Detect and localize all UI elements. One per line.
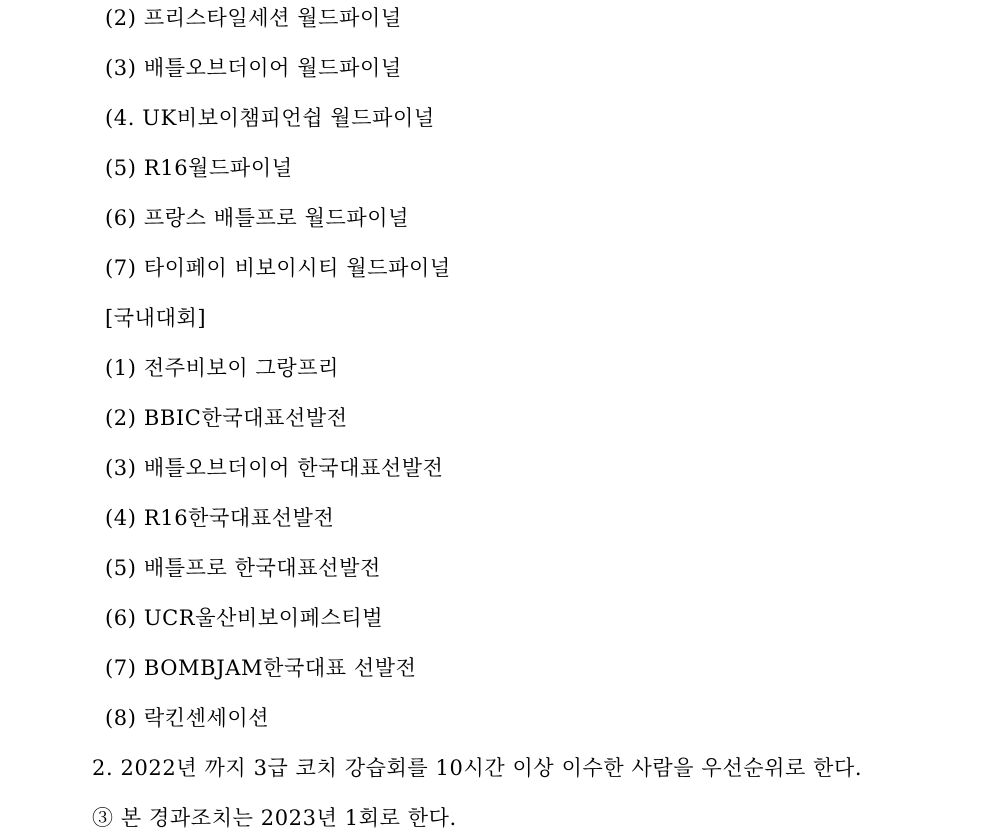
clause-2: 2. 2022년 까지 3급 코치 강습회를 10시간 이상 이수한 사람을 우선순위로 한다. — [92, 756, 863, 780]
world-final-item: (5) R16월드파이널 — [105, 156, 293, 180]
domestic-heading: [국내대회] — [105, 306, 207, 330]
domestic-event-item: (8) 락킨센세이션 — [105, 706, 270, 730]
world-final-item: (7) 타이페이 비보이시티 월드파이널 — [105, 256, 451, 280]
world-final-item: (6) 프랑스 배틀프로 월드파이널 — [105, 206, 410, 230]
domestic-event-item: (1) 전주비보이 그랑프리 — [105, 356, 340, 380]
world-final-item: (3) 배틀오브더이어 월드파이널 — [105, 56, 402, 80]
domestic-event-item: (2) BBIC한국대표선발전 — [105, 406, 348, 430]
clause-3: ③ 본 경과조치는 2023년 1회로 한다. — [92, 806, 457, 830]
domestic-event-item: (3) 배틀오브더이어 한국대표선발전 — [105, 456, 444, 480]
world-final-item: (2) 프리스타일세션 월드파이널 — [105, 6, 402, 30]
world-final-item: (4. UK비보이챔피언쉽 월드파이널 — [105, 106, 435, 130]
domestic-event-item: (5) 배틀프로 한국대표선발전 — [105, 556, 381, 580]
domestic-event-item: (6) UCR울산비보이페스티벌 — [105, 606, 384, 630]
domestic-event-item: (7) BOMBJAM한국대표 선발전 — [105, 656, 417, 680]
domestic-event-item: (4) R16한국대표선발전 — [105, 506, 335, 530]
